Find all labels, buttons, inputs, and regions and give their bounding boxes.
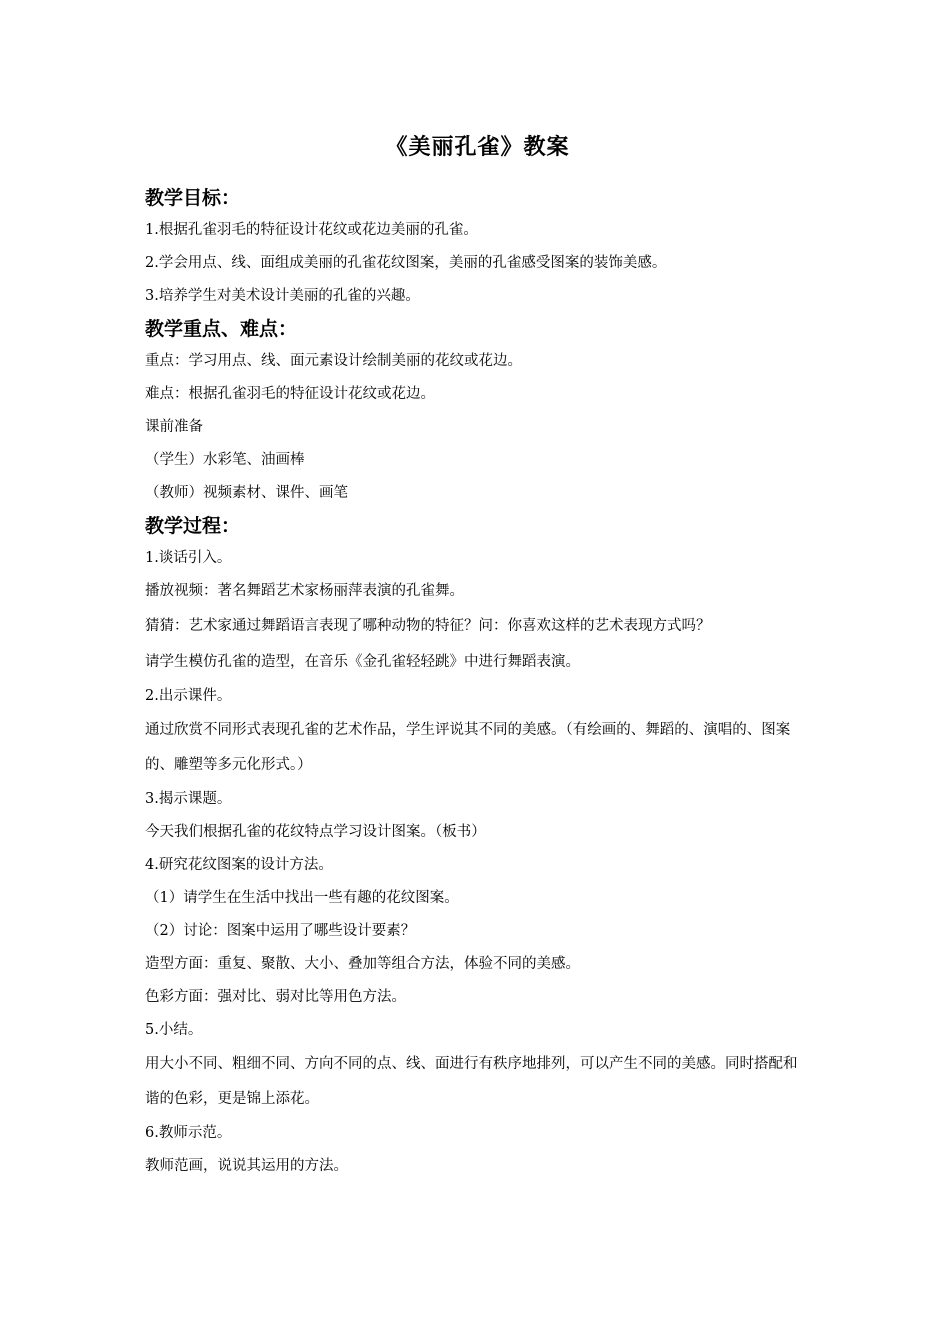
process-step-title: 6.教师示范。 <box>145 1125 232 1141</box>
process-step-title: 5.小结。 <box>145 1022 203 1038</box>
process-paragraph: 造型方面：重复、聚散、大小、叠加等组合方法，体验不同的美感。 <box>145 956 580 972</box>
process-paragraph: 今天我们根据孔雀的花纹特点学习设计图案。（板书） <box>145 824 486 840</box>
key-points-heading: 教学重点、难点： <box>145 318 298 340</box>
document-page <box>145 128 810 1183</box>
process-paragraph: 色彩方面：强对比、弱对比等用色方法。 <box>145 989 406 1005</box>
process-step-title: 3.揭示课题。 <box>145 791 232 807</box>
process-step-title: 4.研究花纹图案的设计方法。 <box>145 857 333 873</box>
preparation-item: （学生）水彩笔、油画棒 <box>145 452 305 468</box>
process-paragraph: 用大小不同、粗细不同、方向不同的点、线、面进行有秩序地排列，可以产生不同的美感。同时搭配和谐的色彩，更是锦上添花。 <box>145 1056 798 1107</box>
objectives-heading: 教学目标： <box>145 187 241 209</box>
process-step-title: 1.谈话引入。 <box>145 550 232 566</box>
process-paragraph: （1）请学生在生活中找出一些有趣的花纹图案。 <box>145 890 459 906</box>
document-title: 《美丽孔雀》教案 <box>385 135 570 160</box>
process-paragraph: 请学生模仿孔雀的造型，在音乐《金孔雀轻轻跳》中进行舞蹈表演。 <box>145 654 580 670</box>
process-paragraph: 播放视频：著名舞蹈艺术家杨丽萍表演的孔雀舞。 <box>145 583 464 599</box>
process-step-title: 2.出示课件。 <box>145 688 232 704</box>
process-paragraph: 猜猜：艺术家通过舞蹈语言表现了哪种动物的特征？问：你喜欢这样的艺术表现方式吗？ <box>145 618 711 634</box>
key-point-item: 难点：根据孔雀羽毛的特征设计花纹或花边。 <box>145 386 435 402</box>
preparation-label: 课前准备 <box>145 419 203 435</box>
objective-item: 2.学会用点、线、面组成美丽的孔雀花纹图案，美丽的孔雀感受图案的装饰美感。 <box>145 255 667 271</box>
process-paragraph: （2）讨论：图案中运用了哪些设计要素？ <box>145 923 416 939</box>
key-point-item: 重点：学习用点、线、面元素设计绘制美丽的花纹或花边。 <box>145 353 522 369</box>
process-paragraph: 教师范画，说说其运用的方法。 <box>145 1158 348 1174</box>
preparation-item: （教师）视频素材、课件、画笔 <box>145 485 348 501</box>
process-paragraph: 通过欣赏不同形式表现孔雀的艺术作品，学生评说其不同的美感。（有绘画的、舞蹈的、演唱的、图案的、雕塑等多元化形式。） <box>145 722 791 773</box>
objective-item: 1.根据孔雀羽毛的特征设计花纹或花边美丽的孔雀。 <box>145 222 478 238</box>
objective-item: 3.培养学生对美术设计美丽的孔雀的兴趣。 <box>145 288 420 304</box>
process-heading: 教学过程： <box>145 515 241 537</box>
